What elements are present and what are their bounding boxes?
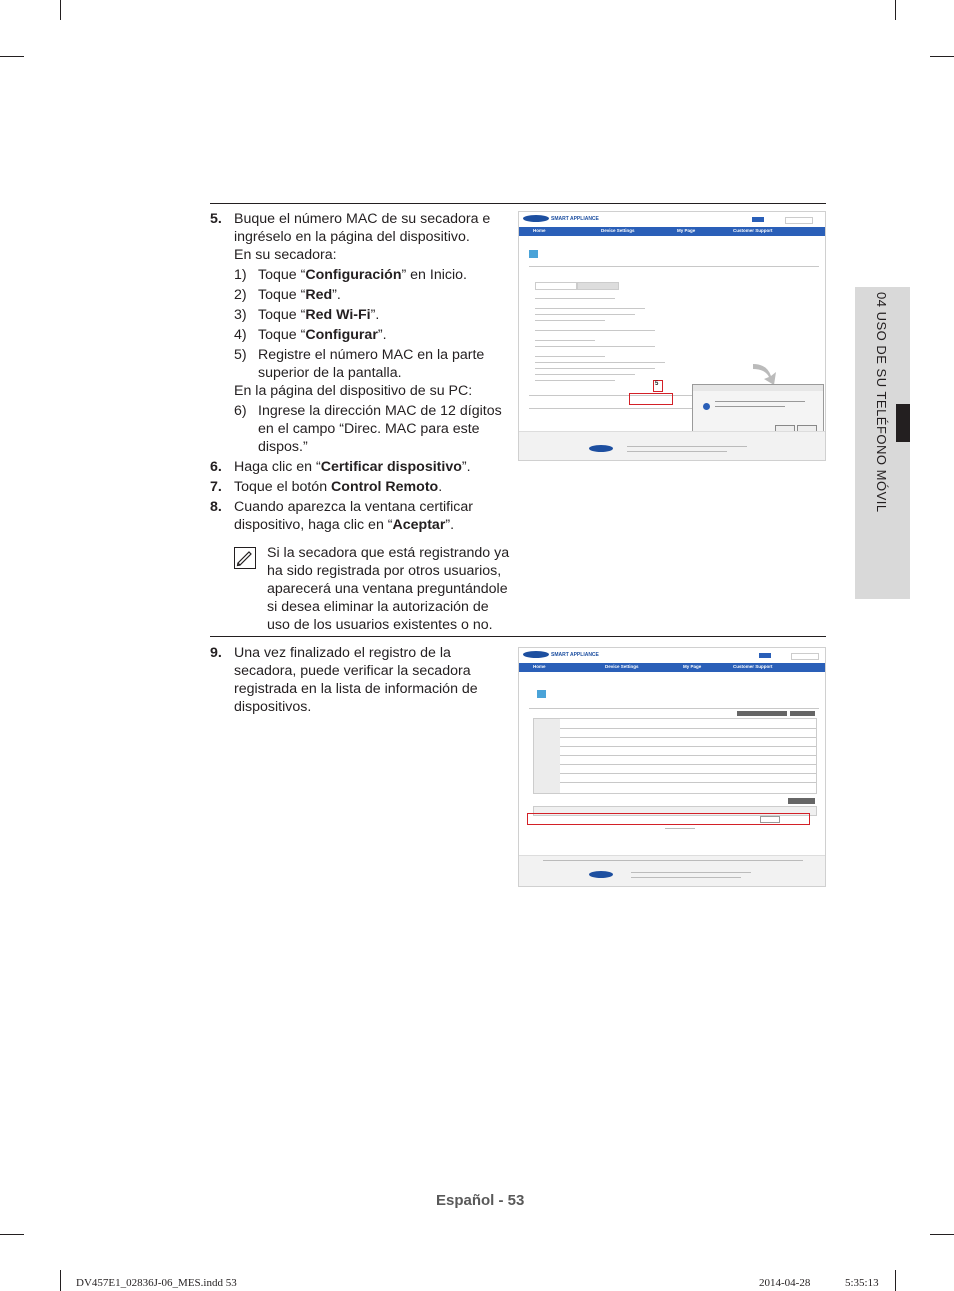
nav-item: Customer Support	[733, 664, 773, 669]
substep-text: ” en Inicio.	[401, 267, 467, 283]
page-icon	[537, 690, 546, 698]
substep-6	[234, 402, 510, 456]
crop-mark	[0, 1234, 24, 1235]
highlight-mac-field	[629, 393, 673, 405]
pc-intro: En la página del dispositivo de su PC:	[234, 383, 473, 399]
substep-bold: Red	[305, 287, 333, 303]
confirm-dialog	[692, 384, 824, 438]
page-icon	[529, 250, 538, 258]
substep-number: 5)	[234, 347, 247, 363]
substep-text: Toque “	[258, 327, 306, 343]
logout-button	[752, 217, 764, 222]
note-text: Si la secadora que está registrando ya ha sido registrada por otros usuarios, aparecerá una ventana preguntándole si desea eliminar la autorización de uso de los usuarios existentes o no.	[267, 545, 510, 633]
nav-item: Device Settings	[605, 664, 639, 669]
substep-number: 4)	[234, 327, 247, 343]
nav-item: Home	[533, 228, 546, 233]
substep-3	[234, 306, 510, 324]
highlight-device-row	[527, 813, 810, 825]
step-text: .	[438, 479, 443, 495]
crop-mark	[930, 1234, 954, 1235]
substep-text: Toque “	[258, 267, 306, 283]
brand-label: SMART APPLIANCE	[551, 216, 599, 222]
substep-5	[234, 346, 510, 382]
steps-block	[210, 210, 510, 536]
arrow-icon	[751, 360, 781, 386]
samsung-logo	[589, 871, 613, 878]
substep-text: Ingrese la dirección MAC de 12 dígitos en el campo “Direc. MAC para este dispos.”	[258, 403, 502, 455]
step-text: Una vez finalizado el registro de la secadora, puede verificar la secadora registrada en la lista de información de dispositivos.	[234, 645, 478, 715]
substep-bold: Red Wi-Fi	[305, 307, 371, 323]
step-number: 7.	[210, 479, 222, 495]
screenshot-add-device	[518, 211, 826, 461]
step-text: Toque el botón	[234, 479, 332, 495]
step-text: ”.	[445, 517, 455, 533]
substep-text: ”.	[377, 327, 387, 343]
slug-time: 5:35:13	[845, 1277, 879, 1289]
nav-item: Customer Support	[733, 228, 773, 233]
substep-text: ”.	[370, 307, 380, 323]
step-number: 8.	[210, 499, 222, 515]
section-rule-middle	[210, 636, 826, 637]
crop-mark	[895, 0, 896, 20]
chapter-tab-label: 04 USO DE SU TELÉFONO MÓVIL	[874, 292, 889, 513]
web-nav	[519, 227, 825, 236]
edit-button	[737, 711, 787, 716]
user-info-table	[533, 718, 817, 794]
tab-air-conditioner	[535, 282, 577, 290]
substep-bold: Configuración	[305, 267, 402, 283]
crop-mark	[0, 56, 24, 57]
note-icon	[234, 547, 256, 569]
step-bold: Control Remoto	[331, 479, 439, 495]
web-header	[519, 648, 825, 663]
substep-4	[234, 326, 510, 344]
substep-number: 3)	[234, 307, 247, 323]
nav-item: Device Settings	[601, 228, 635, 233]
web-header	[519, 212, 825, 227]
language-select	[791, 653, 819, 660]
nav-item: My Page	[683, 664, 702, 669]
steps-block-2	[210, 644, 500, 718]
step-7	[210, 478, 510, 496]
pagination	[665, 828, 695, 829]
nav-item: Home	[533, 664, 546, 669]
logout-button	[759, 653, 771, 658]
step-bold: Certificar dispositivo	[320, 459, 462, 475]
web-footer	[519, 855, 825, 886]
add-device-button	[788, 798, 815, 804]
chapter-tab-marker	[896, 404, 910, 442]
step-text: Haga clic en “	[234, 459, 321, 475]
step-text: Buque el número MAC de su secadora e ingréselo en la página del dispositivo.	[234, 211, 491, 245]
language-select	[785, 217, 813, 224]
step-number: 6.	[210, 459, 222, 475]
step-text: Cuando aparezca la ventana certificar dispositivo, haga clic en “	[234, 499, 473, 533]
substep-text: Registre el número MAC en la parte superior de la pantalla.	[258, 347, 485, 381]
web-nav	[519, 663, 825, 672]
crop-mark	[60, 0, 61, 20]
step-5	[210, 210, 510, 456]
step-text: ”.	[461, 459, 471, 475]
step-number: 9.	[210, 645, 222, 661]
page-number: Español - 53	[436, 1192, 525, 1209]
substep-text: Toque “	[258, 287, 306, 303]
substep-text: ”.	[332, 287, 341, 303]
substep-text: Toque “	[258, 307, 306, 323]
step-number: 5.	[210, 211, 222, 227]
crop-mark	[895, 1270, 896, 1291]
tab-washer-dryer	[577, 282, 619, 290]
withdraw-button	[790, 711, 815, 716]
question-icon	[703, 403, 710, 410]
step-bold: Aceptar	[392, 517, 446, 533]
samsung-logo	[589, 445, 613, 452]
slug-date: 2014-04-28	[759, 1277, 811, 1289]
substep-number: 6)	[234, 403, 247, 419]
substep-bold: Configurar	[305, 327, 378, 343]
crop-mark	[930, 56, 954, 57]
slug-file: DV457E1_02836J-06_MES.indd 53	[76, 1277, 237, 1289]
callout-number: 5	[655, 381, 659, 387]
substep-number: 2)	[234, 287, 247, 303]
brand-label: SMART APPLIANCE	[551, 652, 599, 658]
step-9	[210, 644, 500, 716]
substep-2	[234, 286, 510, 304]
step-6	[210, 458, 510, 476]
section-rule-top	[210, 203, 826, 204]
step-intro: En su secadora:	[234, 247, 337, 263]
samsung-logo	[523, 651, 549, 658]
samsung-logo	[523, 215, 549, 222]
screenshot-my-page	[518, 647, 826, 887]
substep-1	[234, 266, 510, 284]
substep-number: 1)	[234, 267, 247, 283]
step-8	[210, 498, 510, 534]
web-content	[525, 678, 819, 856]
web-footer	[519, 431, 825, 460]
crop-mark	[60, 1270, 61, 1291]
nav-item: My Page	[677, 228, 696, 233]
